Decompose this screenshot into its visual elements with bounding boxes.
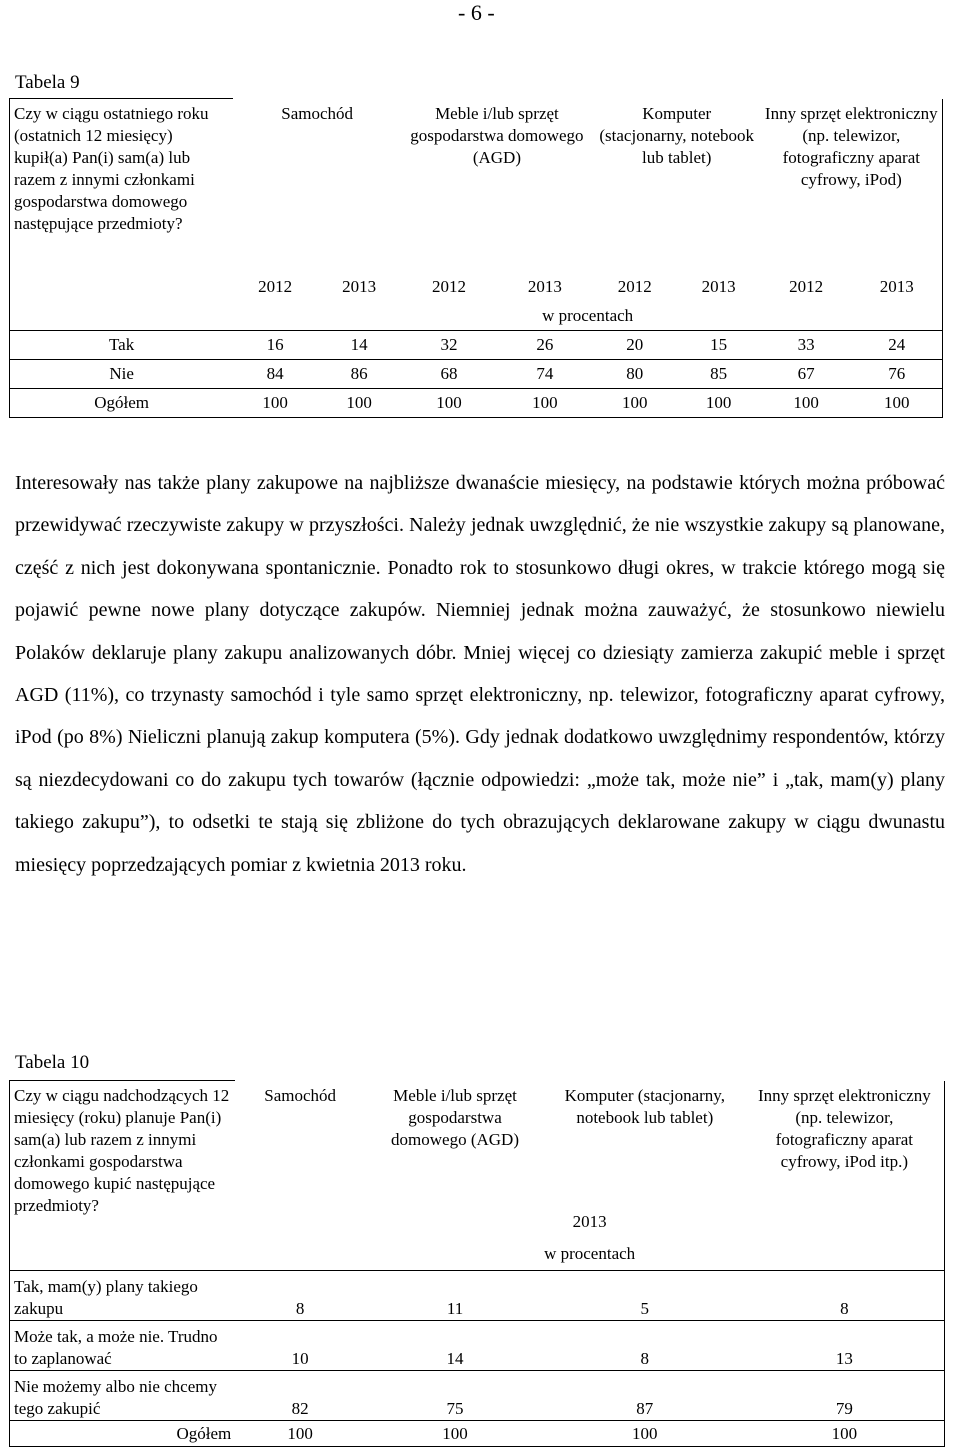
table9-cell: 24: [852, 331, 943, 360]
table10-unit: w procentach: [235, 1239, 944, 1271]
table9-cell: 100: [677, 389, 761, 418]
table10: [9, 1080, 945, 1447]
table9-cell: 100: [233, 389, 317, 418]
table10-cell: 100: [235, 1421, 365, 1447]
table10-row-label: Nie możemy albo nie chcemy tego zakupić: [10, 1371, 236, 1421]
table9-cell: 100: [761, 389, 852, 418]
table9-cell: 20: [593, 331, 677, 360]
table9-cell: 74: [497, 360, 593, 389]
table10-year: 2013: [235, 1205, 944, 1239]
table9-col-header: Meble i/lub sprzęt gospodarstwa domowego (AGD): [410, 103, 584, 167]
table10-row-label: Tak, mam(y) plany takiego zakupu: [10, 1271, 236, 1321]
table9-cell: 16: [233, 331, 317, 360]
table10-row-label: Może tak, a może nie. Trudno to zaplanować: [10, 1321, 236, 1371]
table9-cell: 15: [677, 331, 761, 360]
table9-cell: 80: [593, 360, 677, 389]
table9-cell: 85: [677, 360, 761, 389]
body-paragraph: Interesowały nas także plany zakupowe na najbliższe dwanaście miesięcy, na podstawie których można próbować przewidywać rzeczywiste zakupy w przyszłości. Należy jednak uwzględnić, że nie wszystkie zakupy są planowane, część z nich jest dokonywana spontanicznie. Ponadto rok to stosunkowo długi okres, w trakcie którego mogą się pojawić pewne nowe plany dotyczące zakupów. Niemniej jednak można zauważyć, że stosunkowo niewielu Polaków deklaruje plany zakupu analizowanych dóbr. Mniej więcej co dziesiąty zamierza zakupić meble i sprzęt AGD (11%), co trzynasty samochód i tyle samo sprzęt elektroniczny, np. telewizor, fotograficzny aparat cyfrowy, iPod (po 8%) Nieliczni planują zakup komputera (5%). Gdy jednak dodatkowo uwzględnimy respondentów, którzy są niezdecydowani co do zakupu tych towarów (łącznie odpowiedzi: „może tak, może nie” i „tak, mam(y) plany takiego zakupu”), to odsetki te stają się zbliżone do tych obrazujących deklarowane zakupy w ciągu dwunastu miesięcy poprzedzających pomiar z kwietnia 2013 roku.: [15, 472, 945, 876]
table10-cell: 8: [745, 1271, 945, 1321]
table10-cell: 8: [545, 1321, 745, 1371]
table9-question: Czy w ciągu ostatniego roku (ostatnich 12 miesięcy) kupił(a) Pan(i) sam(a) lub razem z innymi członkami gospodarstwa domowego następujące przedmioty?: [10, 99, 234, 331]
table9-col-header: Inny sprzęt elektroniczny (np. telewizor, fotograficzny aparat cyfrowy, iPod): [761, 99, 943, 271]
table9-cell: 86: [317, 360, 401, 389]
table10-col-header: Meble i/lub sprzęt gospodarstwa domowego (AGD): [391, 1085, 519, 1149]
table9-cell: 100: [497, 389, 593, 418]
table9-caption: Tabela 9: [15, 72, 80, 93]
table9-col-header: Komputer (stacjonarny, notebook lub tablet): [599, 103, 755, 167]
table9: [9, 98, 943, 418]
table10-col-header: Inny sprzęt elektroniczny (np. telewizor, fotograficzny aparat cyfrowy, iPod itp.): [745, 1081, 945, 1205]
table9-year: 2013: [852, 271, 943, 303]
table9-year: 2012: [789, 276, 824, 296]
table9-row-label: Tak: [10, 331, 234, 360]
table9-unit: w procentach: [233, 303, 942, 331]
table9-cell: 100: [401, 389, 497, 418]
table10-cell: 82: [235, 1371, 365, 1421]
table10-cell: 5: [545, 1271, 745, 1321]
table10-cell: 100: [365, 1421, 545, 1447]
table10-cell: 100: [545, 1421, 745, 1447]
table10-question: Czy w ciągu nadchodzących 12 miesięcy (roku) planuje Pan(i) sam(a) lub razem z innymi członkami gospodarstwa domowego kupić następujące przedmioty?: [10, 1081, 236, 1271]
table9-cell: 67: [761, 360, 852, 389]
table10-cell: 11: [365, 1271, 545, 1321]
table9-cell: 33: [761, 331, 852, 360]
table10-cell: 8: [235, 1271, 365, 1321]
table10-cell: 100: [745, 1421, 945, 1447]
table10-col-header: Samochód: [264, 1085, 337, 1105]
table9-row-label: Nie: [10, 360, 234, 389]
table9-cell: 100: [593, 389, 677, 418]
table9-cell: 26: [497, 331, 593, 360]
table10-col-header: Komputer (stacjonarny, notebook lub tablet): [564, 1085, 725, 1127]
table9-cell: 100: [317, 389, 401, 418]
table10-cell: 79: [745, 1371, 945, 1421]
table9-year: 2013: [342, 276, 377, 296]
table9-year: 2012: [431, 276, 466, 296]
table10-cell: 14: [365, 1321, 545, 1371]
table9-year: 2013: [527, 276, 562, 296]
table9-cell: 32: [401, 331, 497, 360]
table10-caption: Tabela 10: [15, 1052, 90, 1073]
table9-year: 2013: [701, 276, 736, 296]
table10-cell: 10: [235, 1321, 365, 1371]
table9-row-label: Ogółem: [10, 389, 234, 418]
table9-year: 2012: [617, 276, 652, 296]
table9-cell: 84: [233, 360, 317, 389]
table9-cell: 76: [852, 360, 943, 389]
table9-cell: 100: [852, 389, 943, 418]
table9-col-header: Samochód: [281, 103, 354, 123]
table9-cell: 14: [317, 331, 401, 360]
table9-year: 2012: [258, 276, 293, 296]
table10-row-label: Ogółem: [10, 1421, 236, 1447]
table10-cell: 75: [365, 1371, 545, 1421]
table10-cell: 13: [745, 1321, 945, 1371]
table10-cell: 87: [545, 1371, 745, 1421]
page-number: - 6 -: [458, 0, 495, 25]
table9-cell: 68: [401, 360, 497, 389]
